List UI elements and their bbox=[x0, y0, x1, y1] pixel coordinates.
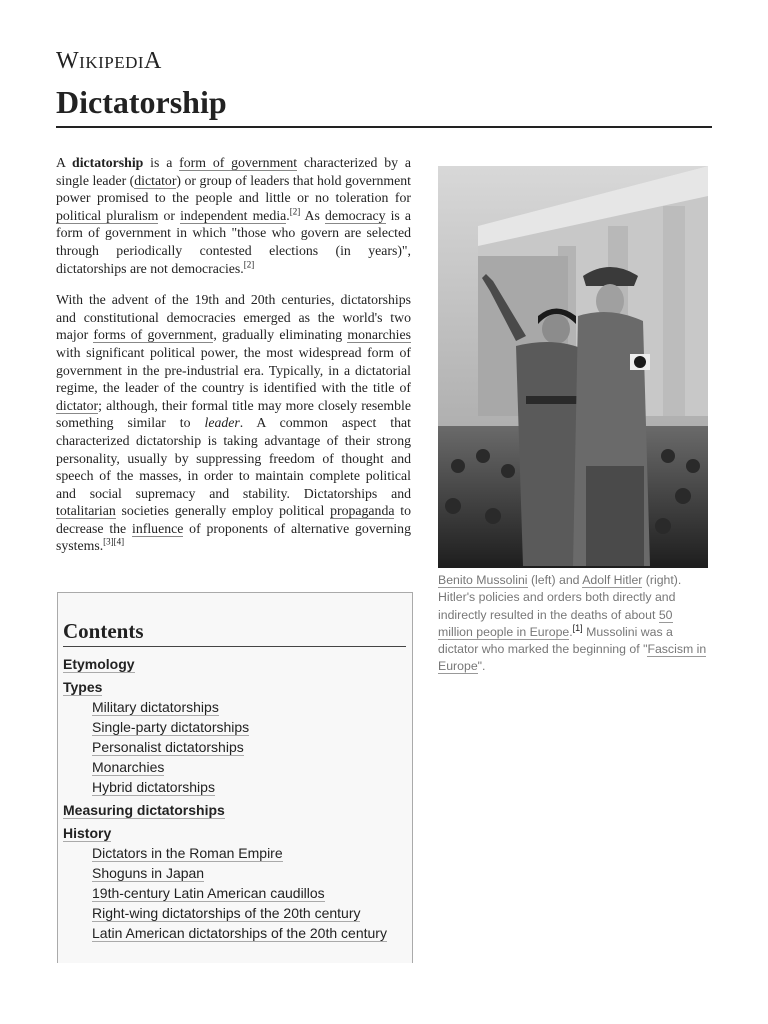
toc-item-label: Monarchies bbox=[92, 759, 165, 775]
inline-link[interactable]: influence bbox=[132, 520, 184, 536]
toc-item[interactable] bbox=[63, 863, 406, 883]
citation-ref[interactable]: [1] bbox=[572, 622, 583, 633]
toc-item-label: Types bbox=[63, 679, 103, 695]
infobox bbox=[438, 166, 708, 676]
text-run: . A common aspect that characterized dictatorship is taking advantage of their strong personality, usually by suppressing freedom of thought and speech of the masses, in order to maintain complete political and social supremacy and stability. Dictatorships and bbox=[56, 415, 411, 501]
inline-link[interactable]: forms of government bbox=[93, 327, 214, 343]
table-of-contents bbox=[57, 592, 413, 963]
inline-link[interactable]: dictator bbox=[134, 172, 177, 188]
toc-item[interactable] bbox=[63, 903, 406, 923]
inline-link[interactable]: democracy bbox=[324, 207, 386, 223]
text-run: societies generally employ political bbox=[115, 503, 331, 519]
toc-item-label: Etymology bbox=[63, 656, 135, 672]
text-run: , gradually eliminating bbox=[213, 327, 348, 343]
toc-item[interactable] bbox=[63, 923, 406, 943]
bold-term: dictatorship bbox=[72, 155, 144, 170]
lead-paragraph-2 bbox=[56, 291, 411, 555]
text-run: of proponents of alternative governing systems. bbox=[56, 520, 411, 554]
toc-item[interactable] bbox=[63, 883, 406, 903]
toc-item[interactable] bbox=[63, 757, 406, 777]
toc-item-label: Latin American dictatorships of the 20th century bbox=[92, 925, 387, 941]
citation-ref[interactable]: [2] bbox=[289, 206, 301, 217]
inline-link[interactable]: dictator bbox=[56, 397, 99, 413]
text-run: As bbox=[300, 207, 325, 223]
text-run: ". bbox=[477, 659, 486, 674]
citation-ref[interactable]: [3][4] bbox=[103, 536, 125, 547]
text-run: ) or group of leaders that hold government power promised to the people and little or no toleration for bbox=[56, 172, 411, 206]
title-divider bbox=[56, 126, 712, 128]
toc-item[interactable] bbox=[63, 717, 406, 737]
toc-divider bbox=[63, 646, 406, 647]
page-title: Dictatorship bbox=[56, 84, 227, 120]
inline-link[interactable]: 50 million people in Europe bbox=[438, 607, 673, 639]
toc-item-label: Right-wing dictatorships of the 20th century bbox=[92, 905, 361, 921]
toc-item-label: Hybrid dictatorships bbox=[92, 779, 215, 795]
text-run: With the advent of the 19th and 20th centuries, dictatorships and constitutional democracies emerged as the world's two major bbox=[56, 292, 411, 343]
inline-link[interactable]: monarchies bbox=[347, 327, 411, 343]
toc-item[interactable] bbox=[63, 820, 406, 843]
text-run: (right). Hitler's policies and orders both directly and indirectly resulted in the deaths of about bbox=[438, 573, 682, 622]
inline-link[interactable]: form of government bbox=[179, 155, 298, 170]
article-body bbox=[56, 154, 411, 569]
toc-item[interactable] bbox=[63, 777, 406, 797]
inline-link[interactable]: political pluralism bbox=[56, 207, 159, 223]
infobox-photo[interactable] bbox=[438, 166, 708, 568]
toc-item-label: Military dictatorships bbox=[92, 699, 219, 715]
text-run: . bbox=[286, 207, 290, 223]
text-run: is a bbox=[143, 155, 180, 170]
infobox-caption bbox=[438, 572, 708, 676]
toc-item-label: Single-party dictatorships bbox=[92, 719, 250, 735]
inline-link[interactable]: Benito Mussolini bbox=[438, 573, 528, 587]
toc-item-label: 19th-century Latin American caudillos bbox=[92, 885, 325, 901]
inline-link[interactable]: totalitarian bbox=[56, 503, 116, 519]
toc-item[interactable] bbox=[63, 651, 406, 674]
text-run: (left) and bbox=[527, 573, 583, 587]
inline-link[interactable]: Adolf Hitler bbox=[582, 573, 643, 587]
toc-item-label: Measuring dictatorships bbox=[63, 802, 225, 818]
toc-item[interactable] bbox=[63, 737, 406, 757]
text-run: characterized by a single leader ( bbox=[56, 155, 412, 188]
toc-item-label: Personalist dictatorships bbox=[92, 739, 244, 755]
text-run: Mussolini was a dictator who marked the beginning of " bbox=[438, 624, 673, 657]
text-run: to decrease the bbox=[56, 503, 411, 536]
toc-title: Contents bbox=[63, 619, 144, 643]
italic-term: leader bbox=[204, 415, 240, 431]
text-run: with significant political power, the most widespread form of government in the pre-industrial era. Typically, in a dictatorial regime, the leader of the country is identified with the title of bbox=[56, 344, 411, 396]
text-run: is a form of government in which "those who govern are selected through periodically contested elections (in years)", dictatorships are not democracies. bbox=[56, 207, 411, 276]
toc-item[interactable] bbox=[63, 797, 406, 820]
lead-paragraph-1 bbox=[56, 154, 411, 277]
toc-item[interactable] bbox=[63, 697, 406, 717]
inline-link[interactable]: Fascism in Europe bbox=[438, 642, 707, 674]
text-run: A bbox=[56, 155, 73, 170]
toc-list bbox=[63, 651, 406, 943]
toc-item[interactable] bbox=[63, 674, 406, 697]
inline-link[interactable]: propaganda bbox=[330, 503, 395, 519]
toc-item-label: History bbox=[63, 825, 112, 841]
wikipedia-wordmark[interactable]: WIKIPEDIA bbox=[56, 48, 162, 74]
text-run: or bbox=[158, 207, 181, 223]
inline-link[interactable]: independent media bbox=[180, 207, 287, 223]
toc-item[interactable] bbox=[63, 843, 406, 863]
text-run: ; although, their formal title may more closely resemble something similar to bbox=[56, 397, 411, 431]
toc-item-label: Dictators in the Roman Empire bbox=[92, 845, 283, 861]
text-run: . bbox=[569, 624, 573, 639]
citation-ref[interactable]: [2] bbox=[243, 258, 255, 269]
toc-item-label: Shoguns in Japan bbox=[92, 865, 205, 881]
